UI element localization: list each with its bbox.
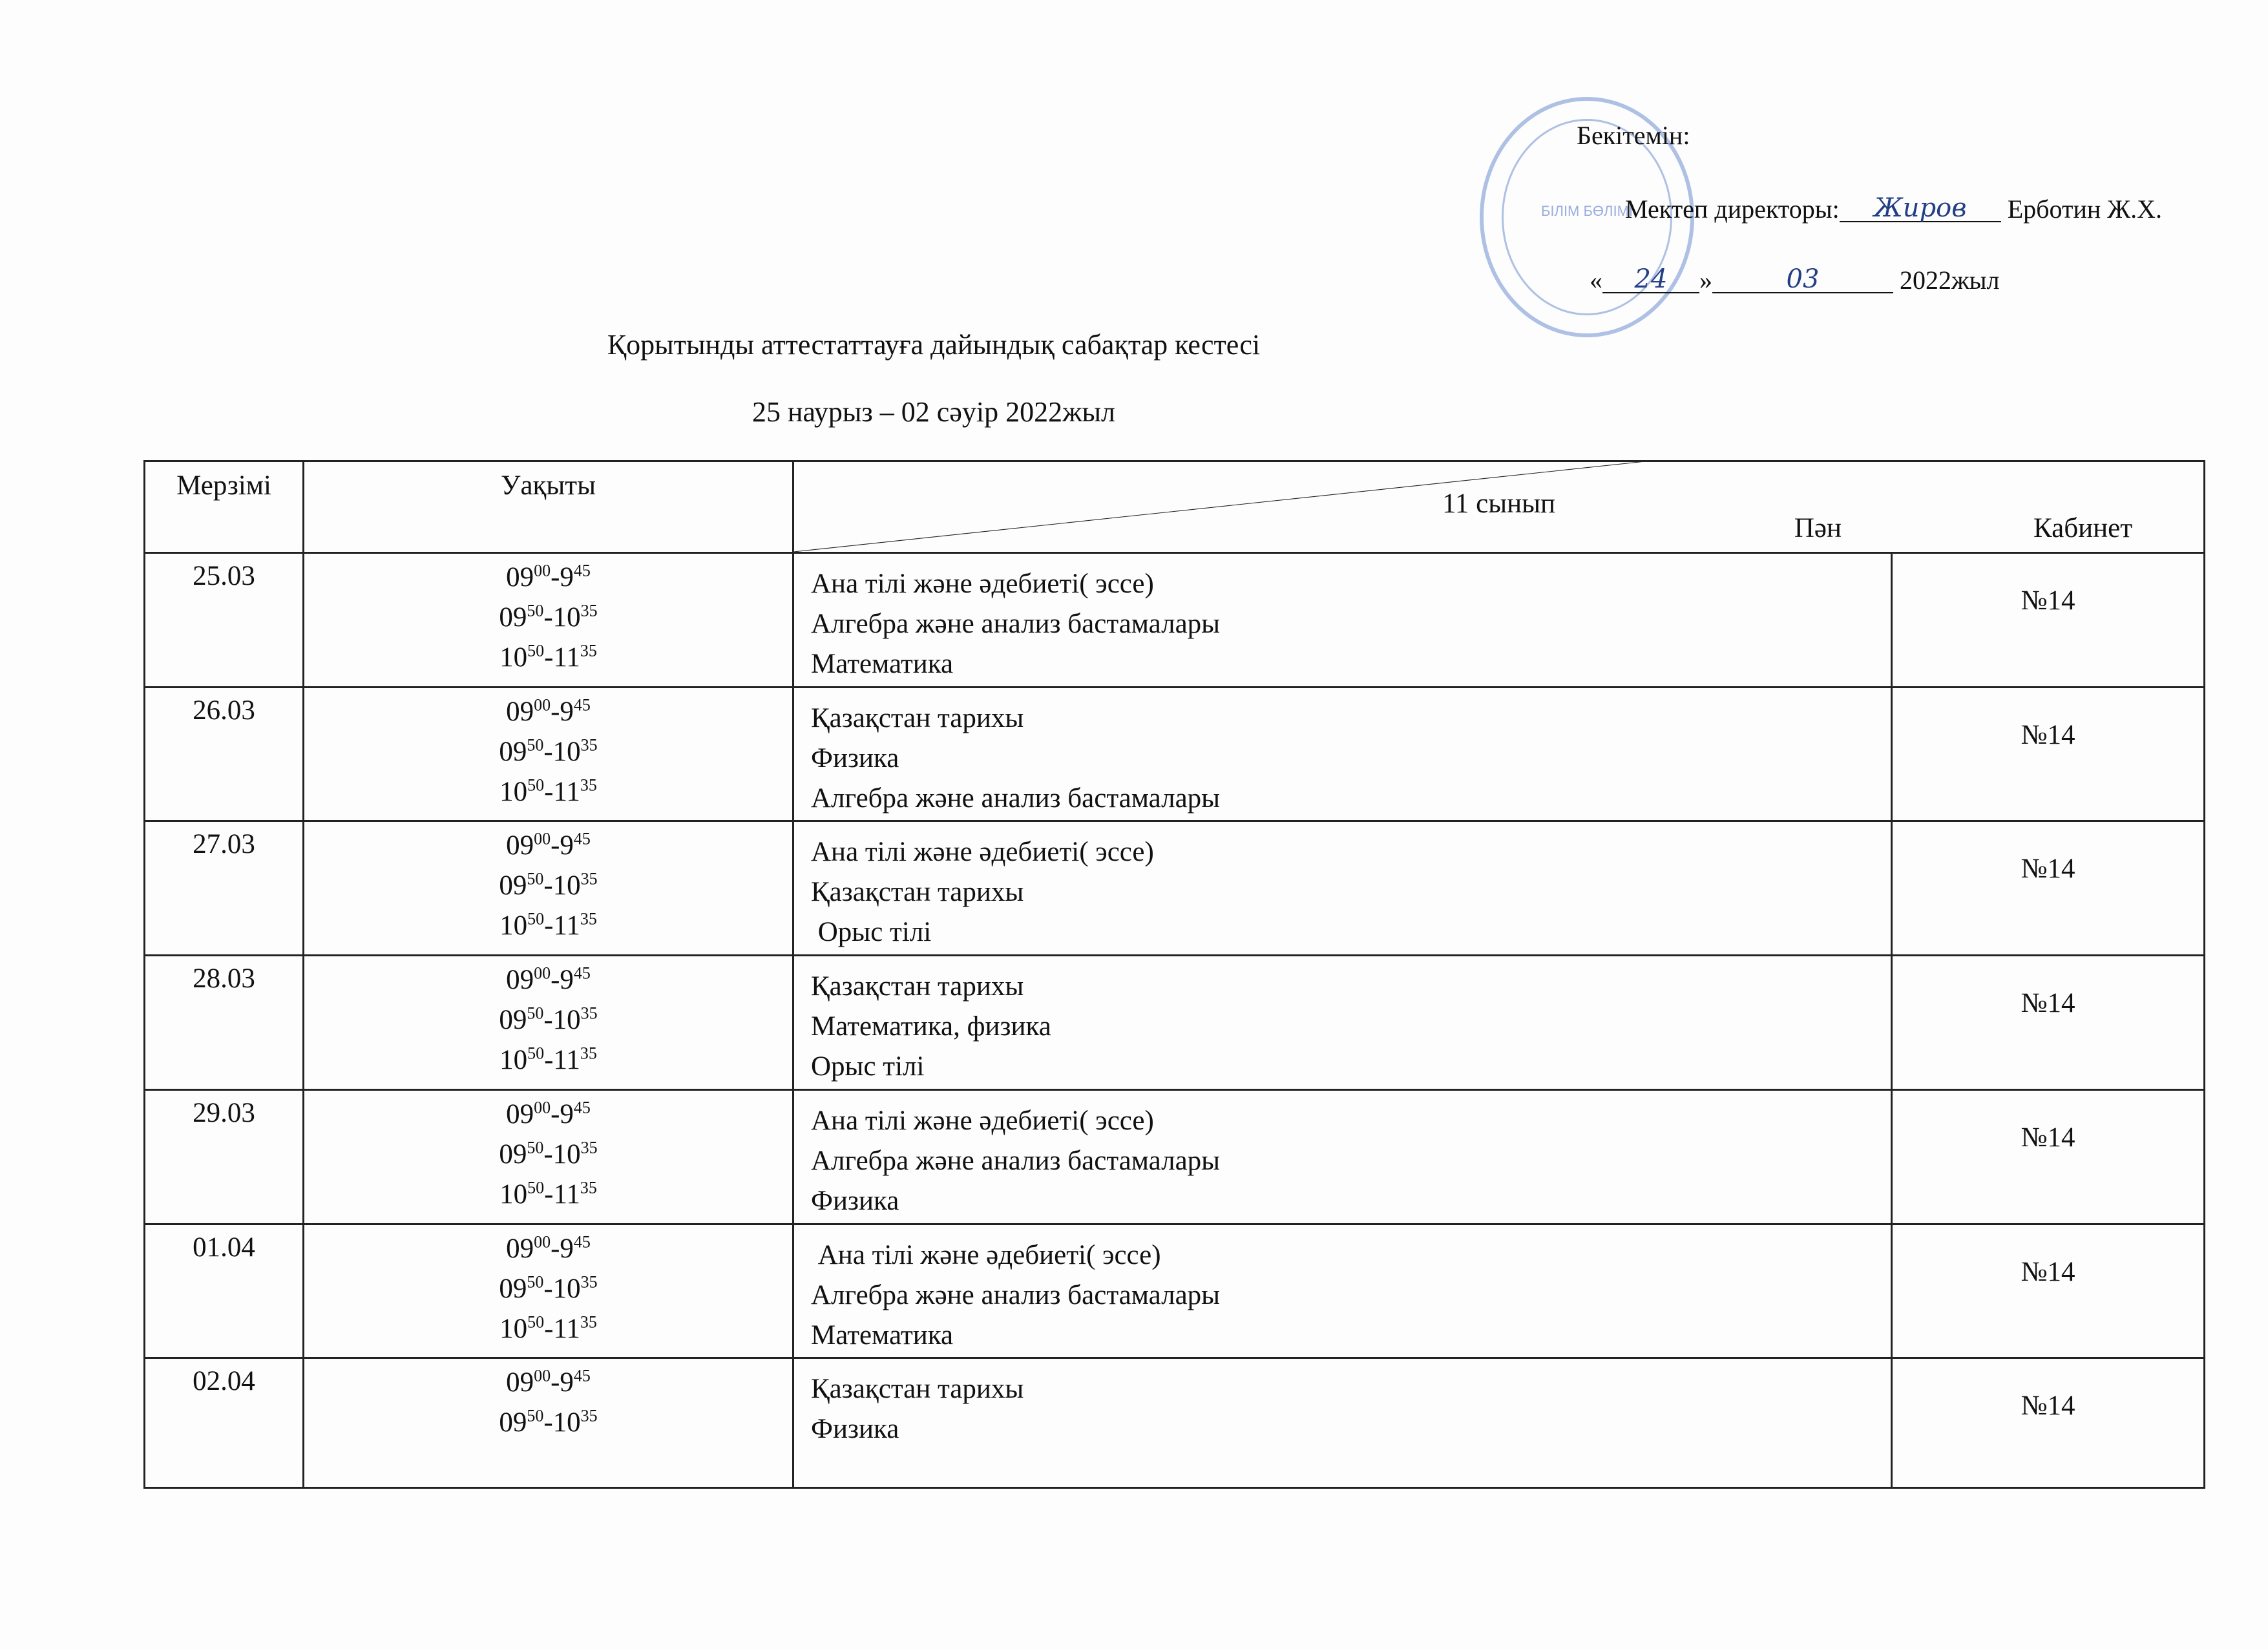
time-minutes: 35 [580, 1003, 598, 1023]
time-slot [304, 598, 792, 638]
time-slot [304, 692, 792, 732]
subject-item: Ана тілі және әдебиеті( эссе) [811, 837, 1154, 868]
subject-item: Қазақстан тарихы [811, 1374, 1024, 1405]
subject-item: Орыс тілі [811, 1051, 925, 1082]
time-slot [304, 1269, 792, 1309]
time-hours: -9 [551, 696, 574, 727]
time-minutes: 50 [527, 775, 545, 795]
time-minutes: 50 [527, 1044, 545, 1063]
row-room: №14 [1892, 1089, 2205, 1224]
row-date: 25.03 [145, 552, 304, 687]
row-subjects [793, 956, 1892, 1090]
time-hours: -11 [544, 776, 580, 807]
row-subjects [793, 1224, 1892, 1358]
row-date: 01.04 [145, 1224, 304, 1358]
time-minutes: 50 [527, 1178, 545, 1197]
time-slot [304, 732, 792, 772]
time-hours: 09 [506, 1367, 534, 1398]
row-times [304, 687, 793, 821]
time-hours: -11 [544, 1179, 580, 1210]
date-day: 24 [1634, 264, 1668, 294]
table-row [145, 552, 2205, 687]
time-hours: -9 [551, 965, 574, 996]
time-slot [304, 1135, 792, 1175]
subject-item: Алгебра және анализ бастамалары [811, 1279, 1221, 1310]
header-class: 11 сынып [1442, 488, 1556, 519]
time-hours: -9 [551, 1233, 574, 1264]
time-hours: -9 [551, 1367, 574, 1398]
table-row [145, 1358, 2205, 1488]
row-room: №14 [1892, 1358, 2205, 1488]
document-title: Қорытынды аттестаттауға дайындық сабақтар кестесі [607, 329, 1261, 361]
director-signature-line [1840, 195, 2001, 222]
time-slot [304, 638, 792, 678]
time-hours: 10 [499, 1179, 528, 1210]
time-minutes: 45 [573, 1098, 591, 1117]
subject-item: Ана тілі және әдебиеті( эссе) [811, 1105, 1154, 1136]
subject-item: Қазақстан тарихы [811, 877, 1024, 908]
header-room: Кабинет [2033, 512, 2132, 543]
schedule-table [143, 460, 2205, 1489]
time-slot [304, 1175, 792, 1215]
time-minutes: 35 [580, 1044, 597, 1063]
time-hours: 09 [506, 696, 534, 727]
time-minutes: 35 [580, 1272, 598, 1292]
time-minutes: 00 [534, 963, 551, 983]
row-room: №14 [1892, 552, 2205, 687]
schedule-rows [145, 552, 2205, 1487]
time-hours: -10 [543, 1005, 581, 1036]
time-minutes: 45 [573, 1232, 591, 1252]
row-room: №14 [1892, 687, 2205, 821]
time-minutes: 35 [580, 641, 597, 660]
subject-item: Орыс тілі [811, 917, 932, 948]
subject-item: Ана тілі және әдебиеті( эссе) [811, 568, 1154, 599]
time-minutes: 50 [527, 910, 545, 929]
time-minutes: 50 [527, 601, 544, 620]
time-minutes: 00 [534, 1232, 551, 1252]
row-room: №14 [1892, 821, 2205, 956]
time-minutes: 00 [534, 1098, 551, 1117]
time-hours: 09 [506, 965, 534, 996]
approval-heading: Бекітемін: [1577, 121, 1690, 150]
row-room: №14 [1892, 1224, 2205, 1358]
time-hours: 10 [499, 1313, 528, 1344]
director-name: Ерботин Ж.Х. [2007, 194, 2162, 224]
date-month-field [1712, 266, 1893, 293]
time-hours: 10 [499, 1045, 528, 1076]
time-minutes: 35 [580, 870, 598, 889]
subject-item: Математика, физика [811, 1011, 1051, 1042]
time-slot [304, 1363, 792, 1403]
director-label: Мектеп директоры: [1625, 194, 1840, 224]
row-subjects [793, 687, 1892, 821]
time-hours: -11 [544, 1313, 580, 1344]
row-subjects [793, 1089, 1892, 1224]
time-slot [304, 1229, 792, 1269]
time-hours: -10 [543, 870, 581, 901]
time-minutes: 35 [580, 1178, 597, 1197]
time-slot [304, 772, 792, 812]
time-hours: -9 [551, 830, 574, 861]
time-hours: -11 [544, 642, 580, 673]
time-minutes: 35 [580, 601, 598, 620]
time-slot [304, 826, 792, 866]
time-minutes: 45 [573, 963, 591, 983]
director-line [1625, 195, 2162, 222]
time-hours: -9 [551, 1098, 574, 1129]
time-minutes: 00 [534, 1366, 551, 1385]
time-slot [304, 1000, 792, 1040]
row-date: 02.04 [145, 1358, 304, 1488]
time-hours: 09 [499, 1139, 527, 1170]
time-hours: 09 [499, 1407, 527, 1438]
time-hours: -9 [551, 562, 574, 593]
time-hours: -10 [543, 1407, 581, 1438]
time-minutes: 00 [534, 561, 551, 580]
time-minutes: 50 [527, 870, 544, 889]
time-hours: -11 [544, 910, 580, 941]
row-times [304, 552, 793, 687]
time-hours: 09 [499, 602, 527, 633]
subject-item: Алгебра және анализ бастамалары [811, 608, 1221, 639]
time-minutes: 35 [580, 910, 597, 929]
time-hours: -10 [543, 602, 581, 633]
time-hours: -11 [544, 1045, 580, 1076]
time-slot [304, 906, 792, 946]
header-time: Уақыты [304, 461, 793, 553]
time-hours: 09 [499, 1273, 527, 1304]
time-minutes: 45 [573, 561, 591, 580]
time-minutes: 50 [527, 1406, 544, 1425]
row-date: 28.03 [145, 956, 304, 1090]
time-slot [304, 960, 792, 1000]
time-slot [304, 1040, 792, 1080]
time-minutes: 00 [534, 695, 551, 715]
time-minutes: 35 [580, 1312, 597, 1332]
time-hours: 09 [506, 1233, 534, 1264]
director-signature: Жиров [1873, 193, 1967, 223]
time-minutes: 50 [527, 1003, 544, 1023]
time-hours: 10 [499, 776, 528, 807]
row-date: 27.03 [145, 821, 304, 956]
time-slot [304, 1309, 792, 1349]
time-hours: 10 [499, 642, 528, 673]
subject-item: Математика [811, 648, 954, 679]
time-minutes: 35 [580, 775, 597, 795]
time-hours: 09 [499, 736, 527, 767]
time-hours: -10 [543, 1273, 581, 1304]
header-class-cell [793, 461, 2205, 553]
subject-item: Физика [811, 742, 899, 773]
row-times [304, 1358, 793, 1488]
subject-item: Физика [811, 1414, 899, 1445]
time-minutes: 50 [527, 1138, 544, 1157]
subject-item: Алгебра және анализ бастамалары [811, 1145, 1221, 1176]
time-slot [304, 1095, 792, 1135]
row-times [304, 956, 793, 1090]
row-date: 26.03 [145, 687, 304, 821]
date-day-field [1602, 266, 1699, 293]
time-minutes: 50 [527, 641, 545, 660]
row-subjects [793, 821, 1892, 956]
time-minutes: 45 [573, 830, 591, 849]
subject-item: Физика [811, 1185, 899, 1216]
date-open-quote: « [1590, 266, 1602, 295]
table-row [145, 821, 2205, 956]
time-minutes: 45 [573, 1366, 591, 1385]
table-row [145, 1089, 2205, 1224]
subject-item: Алгебра және анализ бастамалары [811, 782, 1221, 814]
time-minutes: 35 [580, 1138, 598, 1157]
time-hours: -10 [543, 736, 581, 767]
row-date: 29.03 [145, 1089, 304, 1224]
approval-date-line [1590, 266, 1999, 293]
time-hours: -10 [543, 1139, 581, 1170]
row-times [304, 1224, 793, 1358]
table-row [145, 956, 2205, 1090]
time-minutes: 50 [527, 735, 544, 755]
subject-item: Математика [811, 1319, 954, 1350]
row-room: №14 [1892, 956, 2205, 1090]
time-hours: 10 [499, 910, 528, 941]
time-slot [304, 866, 792, 906]
subject-item: Қазақстан тарихы [811, 702, 1024, 733]
row-subjects [793, 1358, 1892, 1488]
header-subject: Пән [1794, 512, 1842, 543]
time-hours: 09 [499, 1005, 527, 1036]
subject-item: Қазақстан тарихы [811, 971, 1024, 1002]
row-times [304, 1089, 793, 1224]
time-hours: 09 [506, 562, 534, 593]
document-subtitle: 25 наурыз – 02 сәуір 2022жыл [752, 396, 1115, 428]
time-hours: 09 [506, 830, 534, 861]
time-minutes: 00 [534, 830, 551, 849]
seal-text: БІЛІМ БӨЛІМІ [1540, 203, 1633, 220]
time-slot [304, 558, 792, 598]
table-row [145, 687, 2205, 821]
date-close-quote: » [1699, 266, 1712, 295]
subject-item: Ана тілі және әдебиеті( эссе) [811, 1239, 1161, 1270]
time-minutes: 50 [527, 1312, 545, 1332]
time-minutes: 35 [580, 1406, 598, 1425]
time-minutes: 35 [580, 735, 598, 755]
time-hours: 09 [506, 1098, 534, 1129]
time-minutes: 50 [527, 1272, 544, 1292]
date-year: 2022жыл [1900, 266, 2000, 295]
time-minutes: 45 [573, 695, 591, 715]
time-hours: 09 [499, 870, 527, 901]
header-date: Мерзімі [145, 461, 304, 553]
row-subjects [793, 552, 1892, 687]
date-month: 03 [1786, 264, 1820, 294]
header-row [145, 461, 2205, 553]
time-slot [304, 1403, 792, 1443]
row-times [304, 821, 793, 956]
table-row [145, 1224, 2205, 1358]
